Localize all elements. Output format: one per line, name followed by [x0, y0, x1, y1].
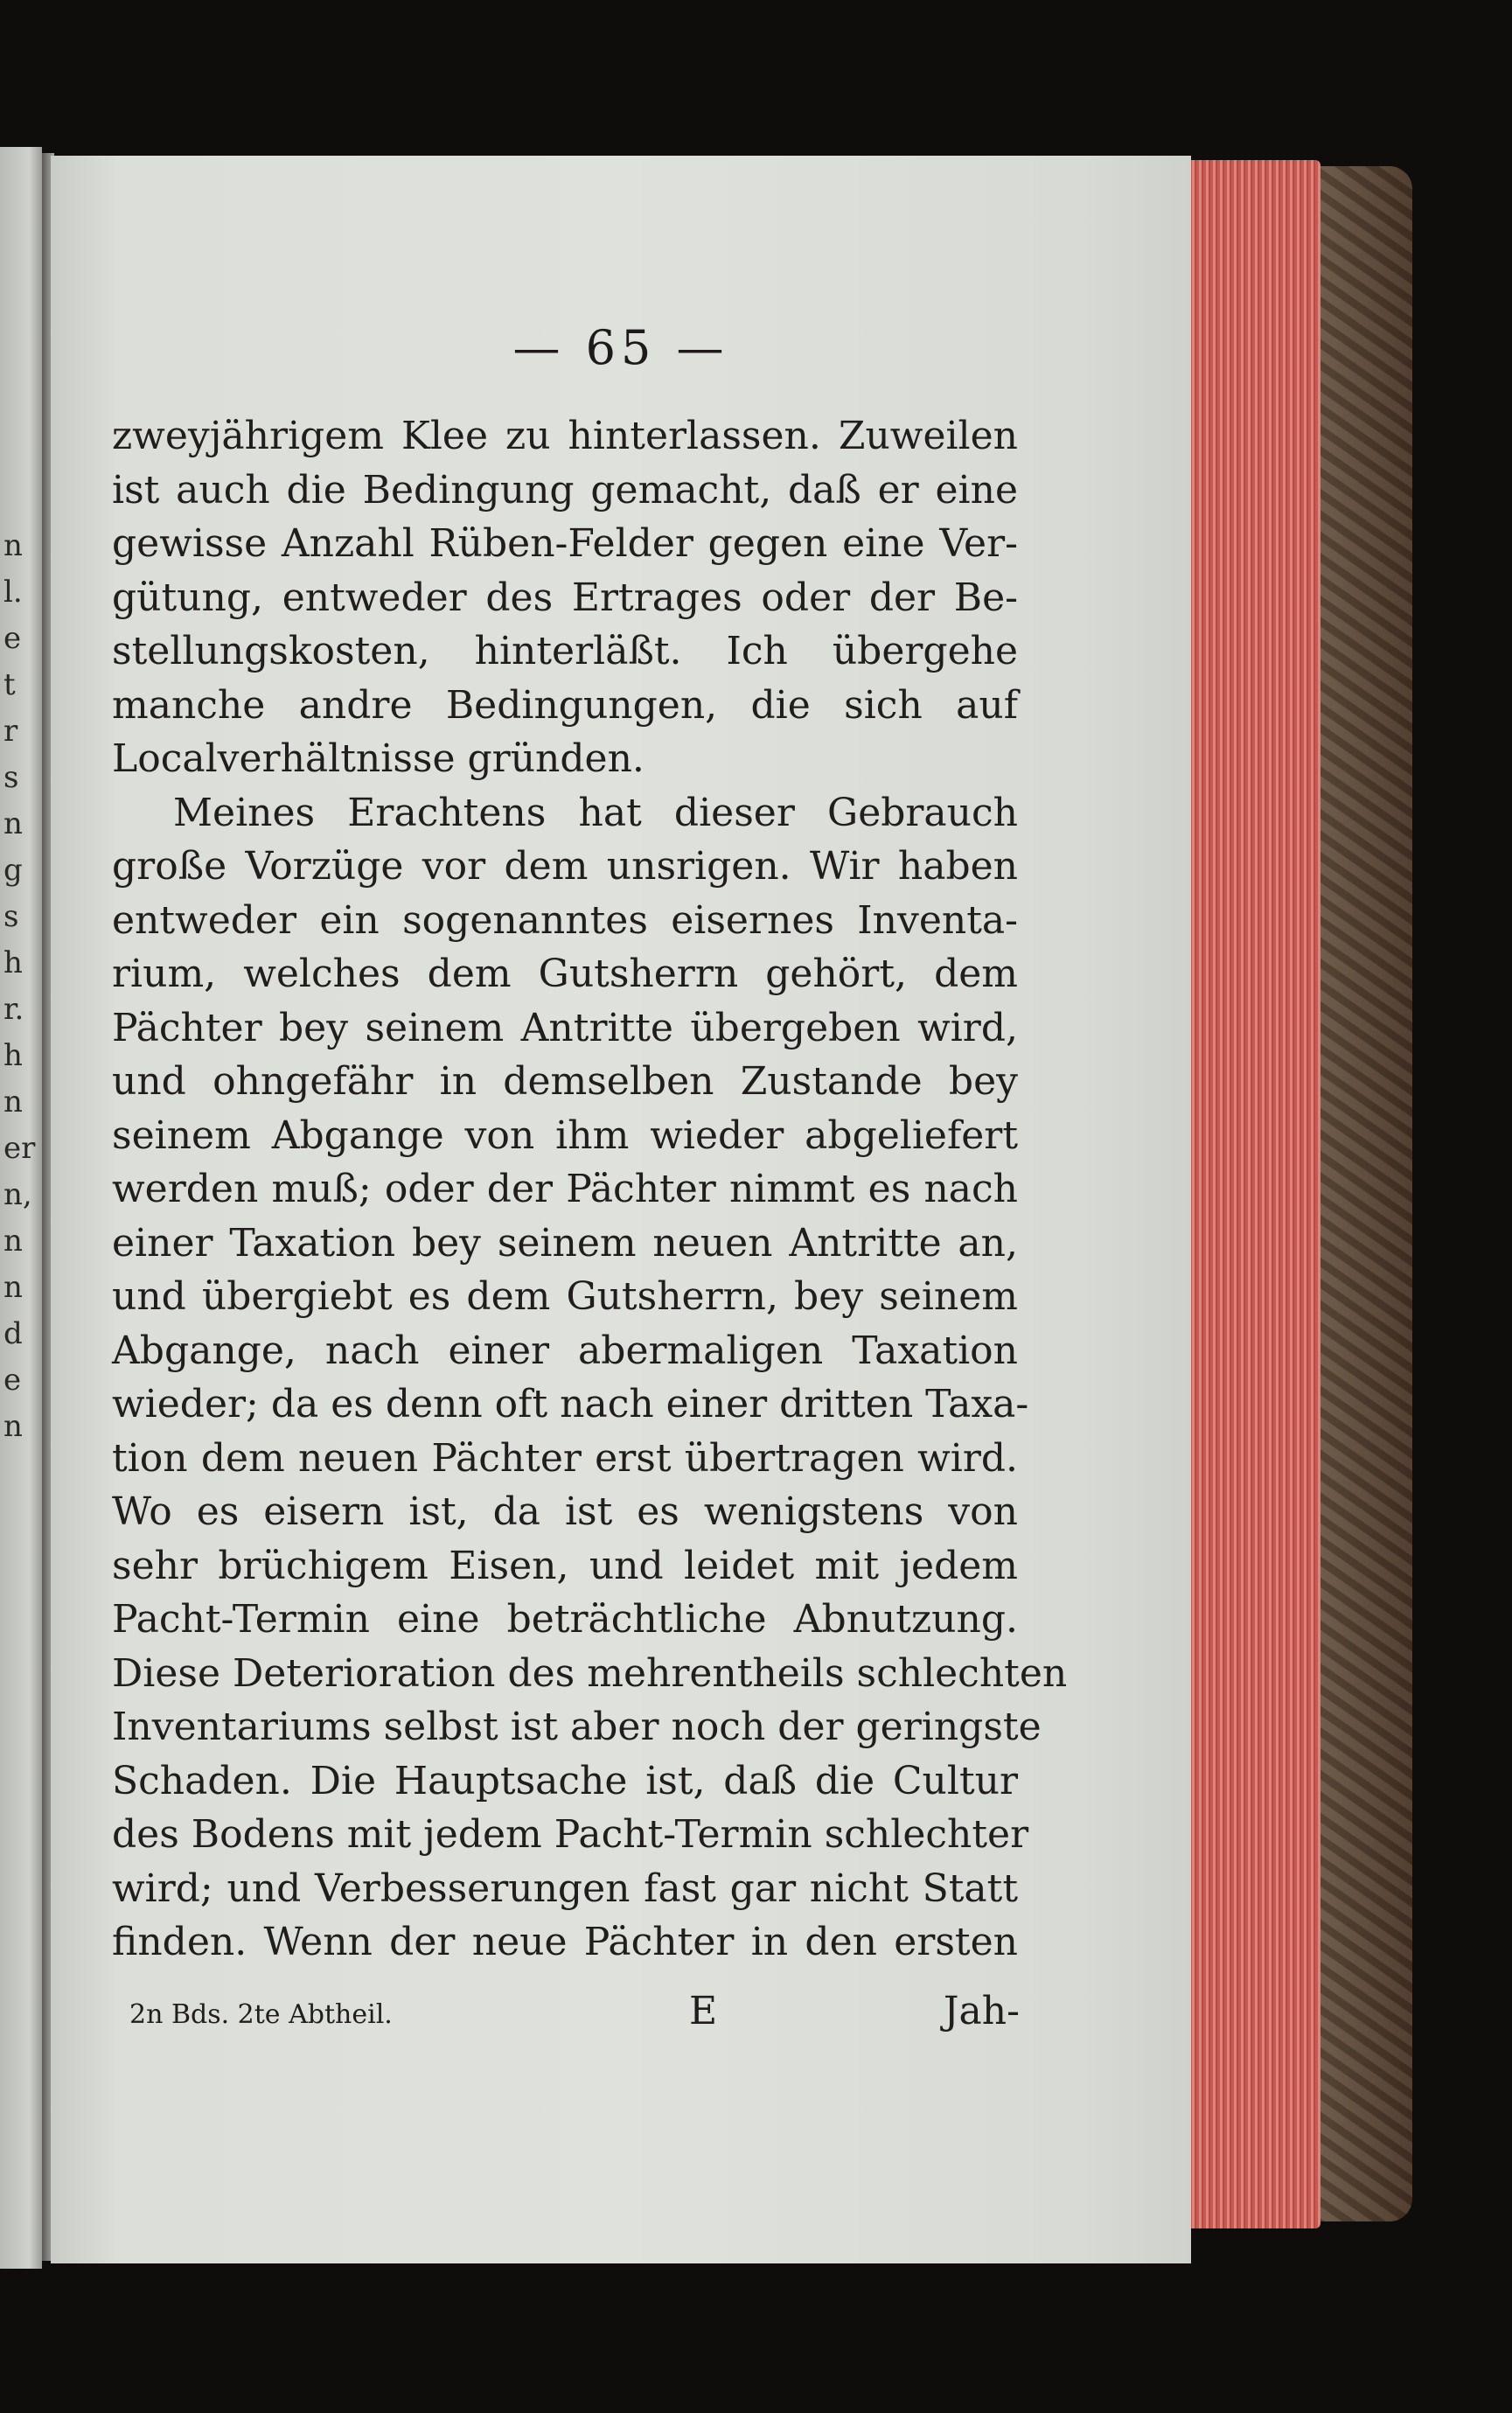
text-line: gütung, entweder des Ertrages oder der Be-: [112, 575, 1018, 620]
left-fragment: h: [3, 1038, 23, 1073]
left-fragment: n: [3, 528, 23, 563]
text-line: Meines Erachtens hat dieser Gebrauch: [173, 790, 1018, 835]
left-fragment: n: [3, 1270, 23, 1305]
text-line: Localverhältnisse gründen.: [112, 736, 645, 781]
text-line: zweyjährigem Klee zu hinterlassen. Zuweilen: [112, 414, 1018, 458]
left-fragment: l.: [3, 575, 23, 610]
right-page: [51, 156, 1191, 2263]
text-line: manche andre Bedingungen, die sich auf: [112, 682, 1018, 728]
left-fragment: n: [3, 1409, 23, 1444]
text-line: und übergiebt es dem Gutsherrn, bey seinem: [112, 1274, 1018, 1319]
body-text: [112, 409, 1068, 1970]
left-fragment: e: [3, 621, 22, 656]
text-line: Pacht-Termin eine beträchtliche Abnutzung.: [112, 1597, 1018, 1642]
text-line: einer Taxation bey seinem neuen Antritte an,: [112, 1220, 1018, 1266]
left-fragment: n: [3, 1224, 23, 1259]
left-fragment: s: [3, 899, 19, 934]
red-page-edges: [1189, 160, 1320, 2228]
text-line: rium, welches dem Gutsherrn gehört, dem: [112, 952, 1018, 996]
text-line: Wo es eisern ist, da ist es wenigstens von: [112, 1489, 1018, 1534]
text-line: wieder; da es denn oft nach einer dritten Taxa-: [112, 1382, 1029, 1426]
text-line: finden. Wenn der neue Pächter in den ersten: [112, 1920, 1018, 1964]
text-line: stellungskosten, hinterläßt. Ich übergehe: [112, 629, 1018, 673]
left-fragment: n: [3, 1084, 23, 1119]
left-fragment: h: [3, 945, 23, 980]
left-fragment: d: [3, 1316, 23, 1351]
signature-line: 2n Bds. 2te Abtheil.: [129, 1999, 393, 2030]
left-page-edge: [0, 147, 42, 2269]
text-line: Abgange, nach einer abermaligen Taxation: [112, 1328, 1018, 1373]
text-line: Schaden. Die Hauptsache ist, daß die Cultur: [112, 1758, 1018, 1803]
page-number: — 65 —: [512, 320, 729, 375]
text-line: des Bodens mit jedem Pacht-Termin schlechter: [112, 1812, 1029, 1857]
sheet-mark: E: [689, 1989, 718, 2033]
left-fragment: n,: [3, 1177, 32, 1212]
text-line: Pächter bey seinem Antritte übergeben wird,: [112, 1005, 1018, 1050]
left-page-text-fragments: [0, 523, 38, 1450]
text-line: gewisse Anzahl Rüben-Felder gegen eine Ver-: [112, 521, 1018, 566]
text-line: tion dem neuen Pächter erst übertragen wird.: [112, 1435, 1018, 1481]
left-fragment: r: [3, 714, 18, 749]
text-line: entweder ein sogenanntes eisernes Inventa-: [112, 897, 1018, 943]
text-line: wird; und Verbesserungen fast gar nicht Statt: [112, 1866, 1018, 1911]
left-fragment: g: [3, 853, 23, 888]
text-line: seinem Abgange von ihm wieder abgeliefert: [112, 1112, 1018, 1158]
left-fragment: t: [3, 667, 16, 702]
text-line: Diese Deterioration des mehrentheils schlechten: [112, 1650, 1068, 1696]
left-fragment: n: [3, 806, 23, 841]
text-line: und ohngefähr in demselben Zustande bey: [112, 1059, 1018, 1104]
text-line: werden muß; oder der Pächter nimmt es nach: [112, 1167, 1018, 1211]
left-fragment: e: [3, 1363, 22, 1398]
left-fragment: er: [3, 1131, 36, 1166]
page-footer: [129, 1989, 1020, 2041]
left-fragment: s: [3, 760, 19, 795]
text-line: Inventariums selbst ist aber noch der geringste: [112, 1705, 1042, 1749]
text-line: große Vorzüge vor dem unsrigen. Wir haben: [112, 844, 1018, 889]
catchword: Jah-: [943, 1989, 1020, 2033]
text-line: sehr brüchigem Eisen, und leidet mit jedem: [112, 1543, 1018, 1588]
text-line: ist auch die Bedingung gemacht, daß er eine: [112, 467, 1018, 513]
left-fragment: r.: [3, 992, 24, 1027]
